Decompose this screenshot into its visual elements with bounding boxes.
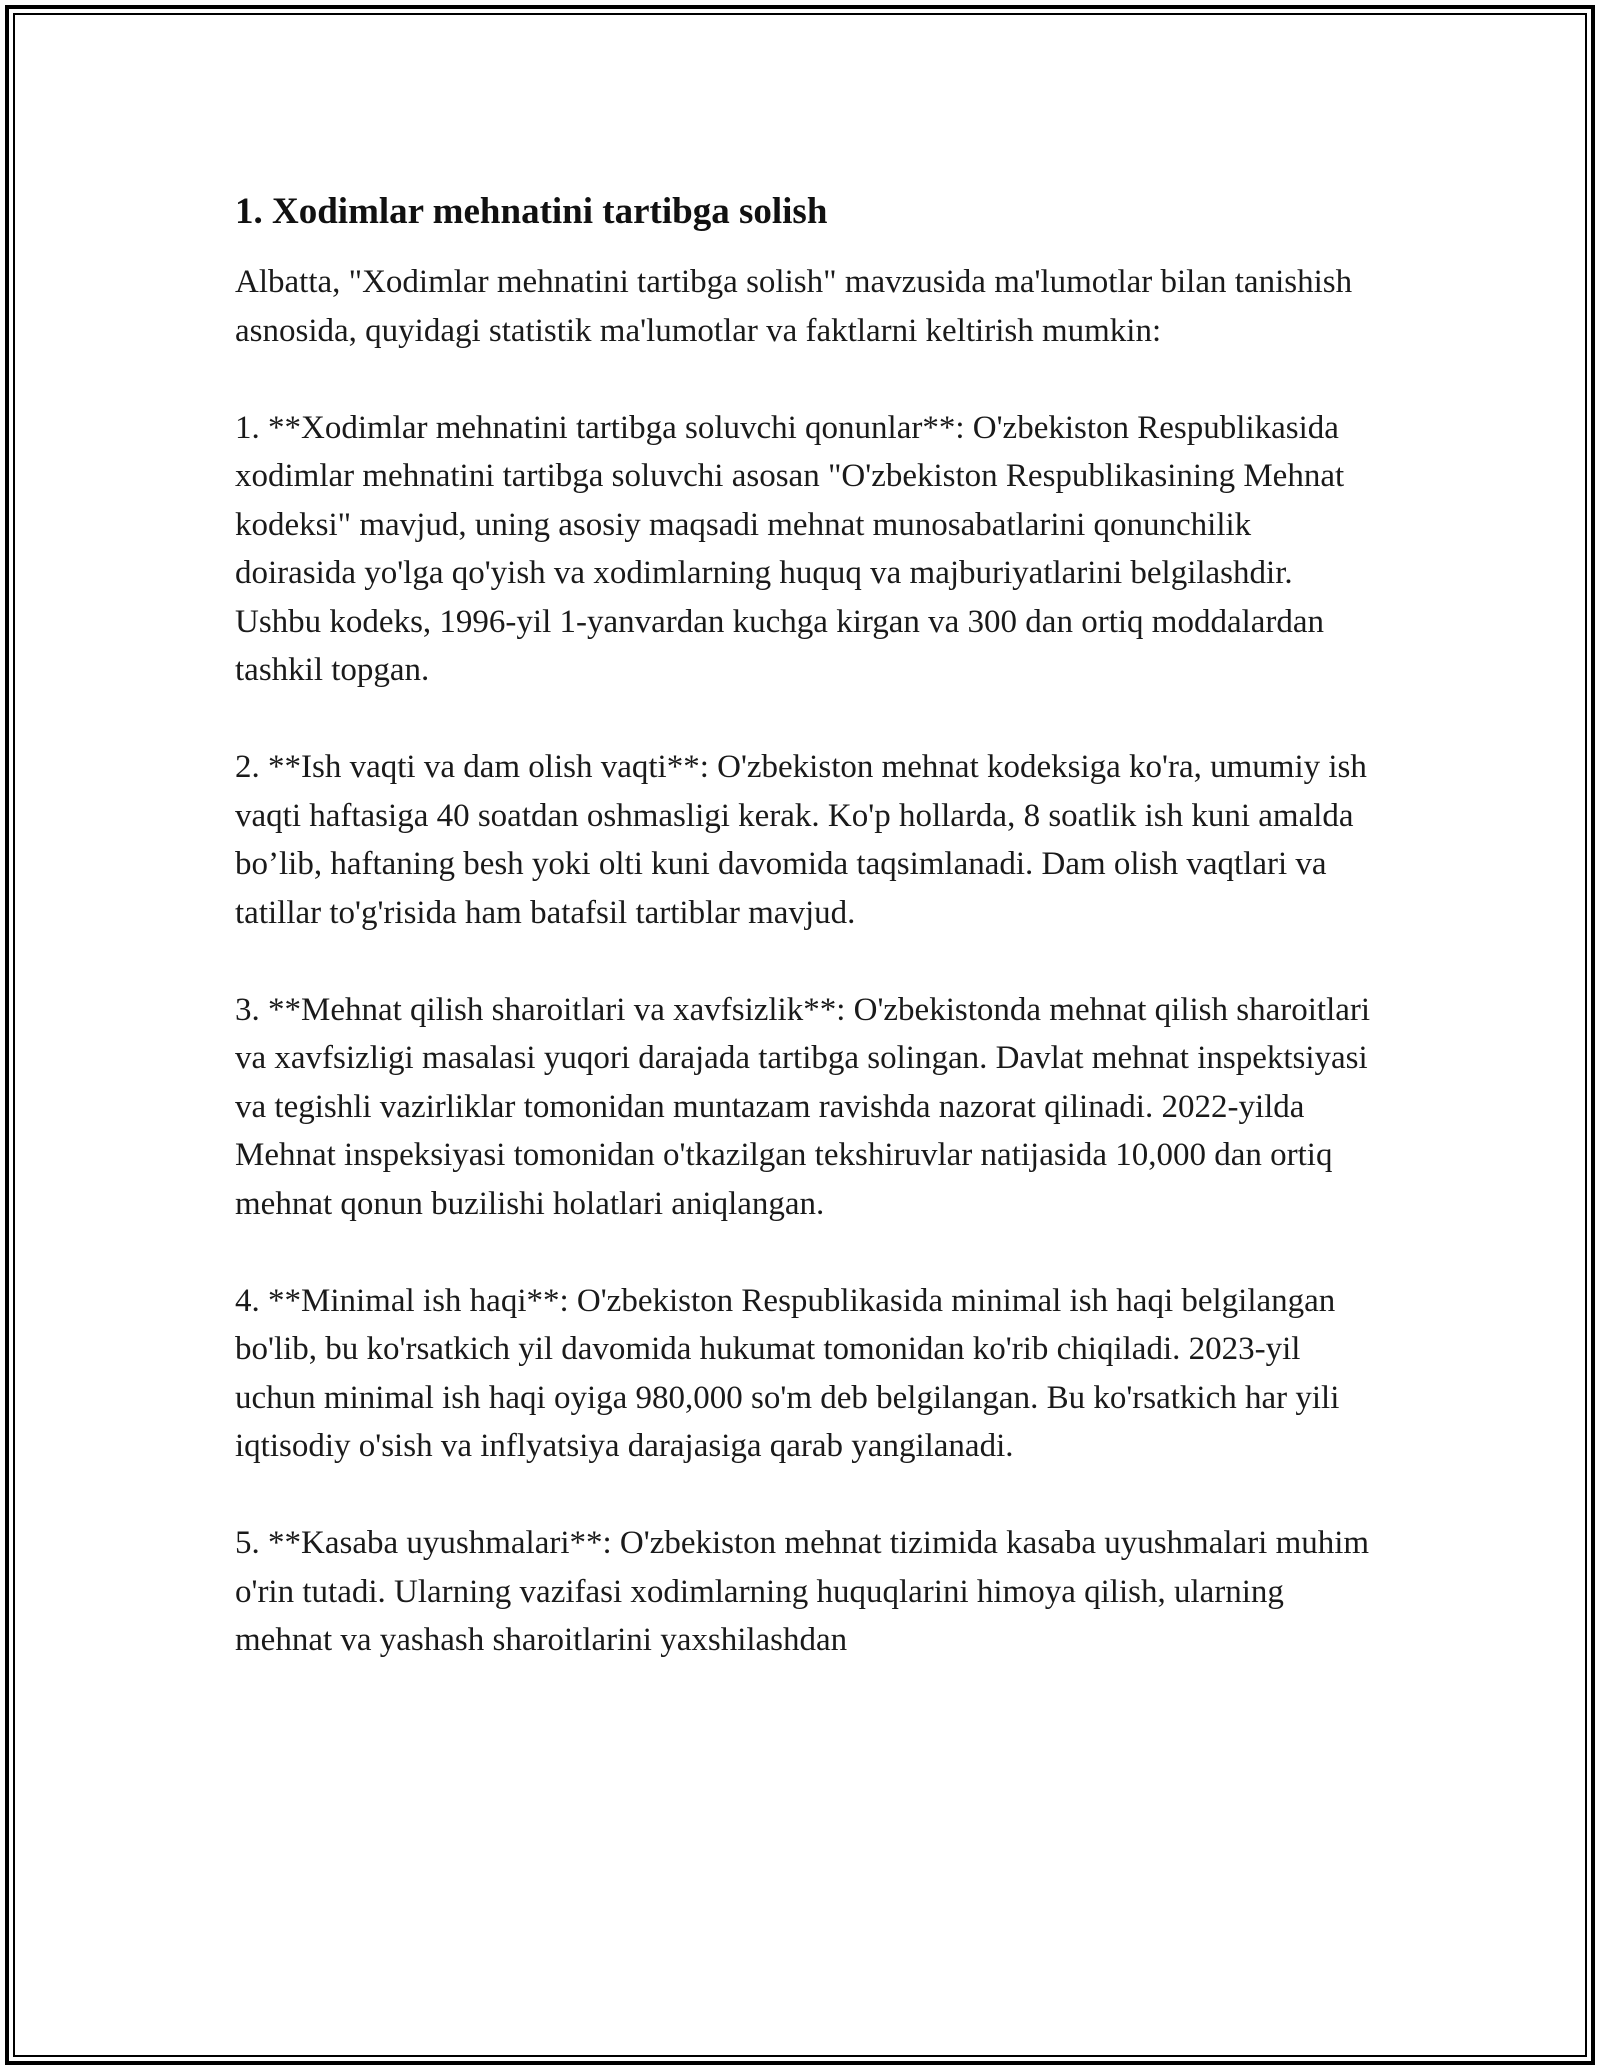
paragraph-working-hours: 2. **Ish vaqti va dam olish vaqti**: O'zbekiston mehnat kodeksiga ko'ra, umumiy ish vaqti haftasiga 40 soatdan oshmasligi kerak. Ko'p hollarda, 8 soatlik ish kuni amalda bo’lib, haftaning besh yoki olti kuni davomida taqsimlanadi. Dam olish vaqtlari va tatillar to'g'risida ham batafsil tartiblar mavjud. bbox=[235, 749, 1367, 931]
paragraph-working-conditions: 3. **Mehnat qilish sharoitlari va xavfsizlik**: O'zbekistonda mehnat qilish sharoitlari va xavfsizligi masalasi yuqori darajada tartibga solingan. Davlat mehnat inspektsiyasi va tegishli vazirliklar tomonidan muntazam ravishda nazorat qilinadi. 2022-yilda Mehnat inspeksiyasi tomonidan o'tkazilgan tekshiruvlar natijasida 10,000 dan ortiq mehnat qonun buzilishi holatlari aniqlangan. bbox=[235, 991, 1371, 1222]
document-body bbox=[235, 188, 1375, 1713]
document-title: 1. Xodimlar mehnatini tartibga solish bbox=[235, 191, 828, 232]
paragraph-minimum-wage: 4. **Minimal ish haqi**: O'zbekiston Respublikasida minimal ish haqi belgilangan bo'lib, bu ko'rsatkich yil davomida hukumat tomonidan ko'rib chiqiladi. 2023-yil uchun minimal ish haqi oyiga 980,000 so'm deb belgilangan. Bu ko'rsatkich har yili iqtisodiy o'sish va inflyatsiya darajasiga qarab yangilanadi. bbox=[235, 1282, 1340, 1464]
paragraph-labor-laws: 1. **Xodimlar mehnatini tartibga soluvchi qonunlar**: O'zbekiston Respublikasida xodimlar mehnatini tartibga soluvchi asosan "O'zbekiston Respublikasining Mehnat kodeksi" mavjud, uning asosiy maqsadi mehnat munosabatlarini qonunchilik doirasida yo'lga qo'yish va xodimlarning huquq va majburiyatlarini belgilashdir. Ushbu kodeks, 1996-yil 1-yanvardan kuchga kirgan va 300 dan ortiq moddalardan tashkil topgan. bbox=[235, 409, 1345, 688]
paragraph-trade-unions: 5. **Kasaba uyushmalari**: O'zbekiston mehnat tizimida kasaba uyushmalari muhim o'rin tutadi. Ularning vazifasi xodimlarning huquqlarini himoya qilish, ularning mehnat va yashash sharoitlarini yaxshilashdan bbox=[235, 1525, 1370, 1658]
intro-paragraph: Albatta, "Xodimlar mehnatini tartibga solish" mavzusida ma'lumotlar bilan tanishish asnosida, quyidagi statistik ma'lumotlar va faktlarni keltirish mumkin: bbox=[235, 264, 1353, 349]
